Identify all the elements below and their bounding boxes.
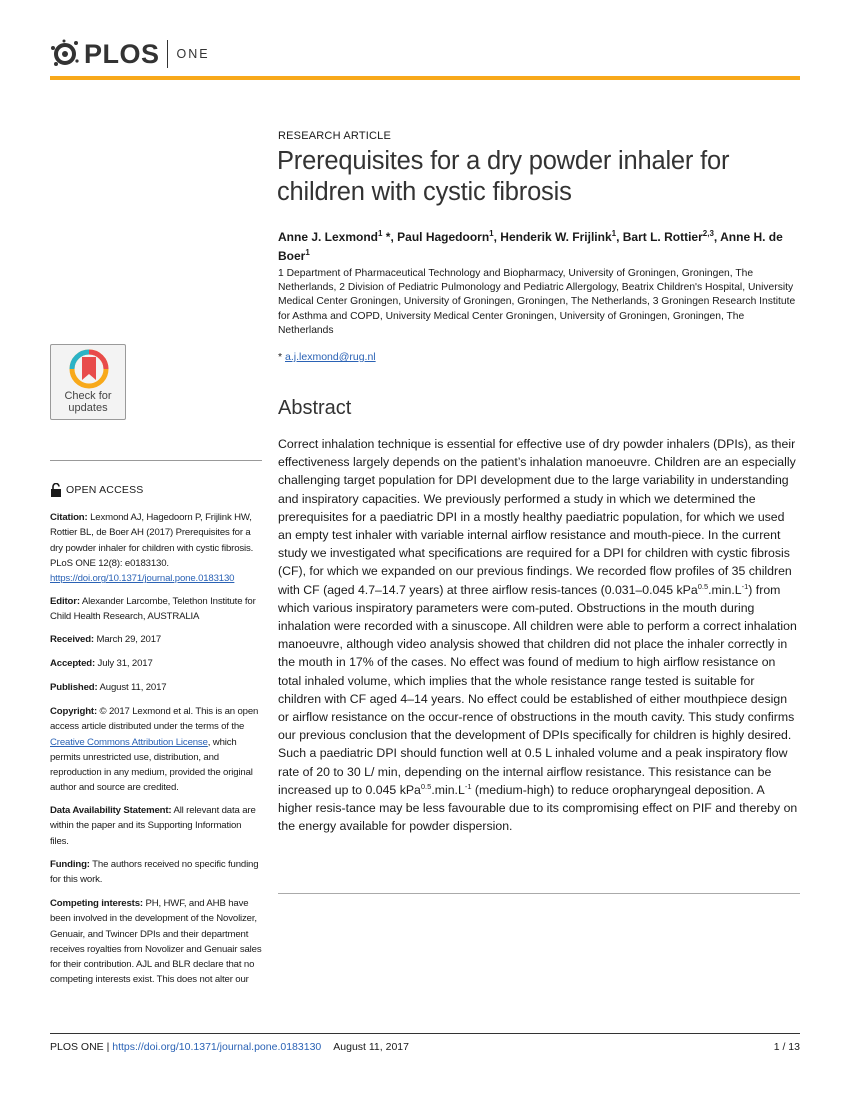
citation-label: Citation: — [50, 512, 88, 523]
corresponding-star: * — [278, 351, 283, 363]
copyright-block — [50, 704, 262, 796]
abstract-text: Correct inhalation technique is essential for effective use of dry powder inhalers (DPIs), as their effectiveness largely depends on the patient’s inhalation manoeuvre. Children are an especially challenging target population for DPI development due to the large variability in understanding and inspiratory capacities. We previously performed a study in which we determined the prerequisites for a paediatric DPI in a mostly healthy paediatric population, for which we used an empty test inhaler with variable internal airflow resistance and mouth-piece. In the current study we investigated what specifications are required for a DPI for children with cystic fibrosis (CF), for which we expanded on our previous findings. We recorded flow profiles of 35 children with CF (aged 4.7–14.7 years) at three airflow resis-tances (0.031–0.045 $kPa^{0.5}.\min.L^{-1}$) from which various inspiratory parameters were com-puted. Obstructions in the mouth during inhalation were recorded with a sinuscope. All children were able to perform a correct inhalation manoeuvre, although video analysis showed that children did not place the inhaler correctly in the mouth in 17% of the cases. No effect was found of medium to high airflow resistance on total inhaled volume, which implies that the whole resistance range tested is suitable for children with CF aged 4–14 years. No effect could be established of either mouthpiece design or airflow resistance on the occur-rence of obstructions in the mouth cavity. This study confirms our previous conclusion that the development of DPIs specifically for children is highly desired. Such a paediatric DPI should function well at 0.5 L inhaled volume and a peak inspiratory flow rate of 20 to 30 L/ min, depending on the internal airflow resistance. This resistance can be increased up to 0.045 $kPa^{0.5}.\min.L^{-1}$ (medium-high) to reduce oropharyngeal deposition. A higher resis-tance may be less favourable due to its compromising effect on PIF and thereby on the energy available for powder dispersion. — [278, 437, 798, 834]
received-label: Received: — [50, 634, 94, 645]
corresponding-author — [278, 351, 376, 363]
copyright-text: © 2017 Lexmond et al. This is an open access article distributed under the terms of the — [50, 706, 259, 733]
bookmark-ribbon-icon — [69, 349, 109, 389]
author-affiliation-marker: 1 — [489, 229, 494, 238]
competing-interests-block — [50, 896, 262, 988]
corresponding-email-link[interactable]: a.j.lexmond@rug.nl — [285, 351, 376, 363]
footer-date: August 11, 2017 — [333, 1041, 409, 1053]
author-list — [278, 226, 800, 264]
accepted-label: Accepted: — [50, 658, 96, 669]
author-name: , Bart L. Rottier — [616, 230, 703, 244]
data-availability-block — [50, 803, 262, 849]
funding-block — [50, 857, 262, 888]
citation-block — [50, 510, 262, 586]
page-footer — [50, 1041, 800, 1053]
data-availability-text: All relevant data are within the paper and its Supporting Information files. — [50, 805, 256, 847]
logo-text: PLOS — [84, 38, 160, 69]
affiliations: 1 Department of Pharmaceutical Technology and Biopharmacy, University of Groningen, Groningen, The Netherlands, 2 Division of Pediatric Pulmonology and Pediatric Allergology, Beatrix Children's Hospital, University Medical Center Groningen, University of Groningen, Groningen, The Netherlands, 3 Groningen Research Institute for Asthma and COPD, University Medical Center Groningen, University of Groningen, Groningen, The Netherlands — [278, 268, 796, 336]
accepted-block — [50, 656, 262, 671]
article-type: RESEARCH ARTICLE — [278, 130, 392, 142]
published-date: August 11, 2017 — [99, 682, 167, 693]
copyright-text: , which permits unrestricted use, distribution, and reproduction in any medium, provided the original author and source are credited. — [50, 736, 253, 794]
open-access-label: OPEN ACCESS — [50, 483, 143, 497]
footer-doi-link[interactable]: https://doi.org/10.1371/journal.pone.0183130 — [112, 1041, 322, 1053]
sidebar-divider — [50, 460, 262, 461]
editor-block — [50, 594, 262, 625]
competing-interests-text: PH, HWF, and AHB have been involved in the development of the Novolizer, Genuair, and Twincer DPIs and their department receives royalties from Novolizer and Genuair sales for their contribution. AJL and BLR declare that no competing interests exist. This does not alter our — [50, 898, 262, 986]
logo-divider — [167, 40, 168, 68]
article-title — [277, 146, 797, 208]
author-name: Anne J. Lexmond — [278, 230, 379, 244]
funding-label: Funding: — [50, 859, 90, 870]
citation-doi-link[interactable]: https://doi.org/10.1371/journal.pone.0183130 — [50, 573, 235, 585]
check-for-updates-label: Check for updates — [64, 390, 112, 414]
author-name: *, Paul Hagedoorn — [382, 230, 490, 244]
title-line: Prerequisites for a dry powder inhaler for — [277, 147, 730, 175]
journal-logo[interactable] — [50, 37, 210, 71]
received-block — [50, 632, 262, 647]
abstract-divider — [278, 893, 800, 894]
header-accent-rule — [50, 76, 800, 80]
footer-journal: PLOS ONE | — [50, 1041, 113, 1053]
received-date: March 29, 2017 — [96, 634, 162, 645]
author-affiliation-marker: 1 — [378, 229, 383, 238]
citation-text: Lexmond AJ, Hagedoorn P, Frijlink HW, Rottier BL, de Boer AH (2017) Prerequisites for a dry powder inhaler for children with cystic fibrosis. PLoS ONE 12(8): e0183130. — [50, 512, 254, 569]
author-name: , Henderik W. Frijlink — [493, 230, 612, 244]
editor-text: Alexander Larcombe, Telethon Institute for Child Health Research, AUSTRALIA — [50, 596, 256, 623]
data-availability-label: Data Availability Statement: — [50, 805, 172, 816]
accepted-date: July 31, 2017 — [97, 658, 153, 669]
author-name: , Anne H. de Boer — [278, 230, 783, 263]
competing-interests-label: Competing interests: — [50, 898, 143, 909]
published-label: Published: — [50, 682, 98, 693]
published-block — [50, 680, 262, 695]
author-affiliation-marker: 2,3 — [702, 229, 714, 238]
open-lock-icon — [50, 483, 62, 497]
author-affiliation-marker: 1 — [305, 248, 310, 257]
footer-rule — [50, 1033, 800, 1034]
title-line: children with cystic fibrosis — [277, 178, 572, 206]
page-number: 1 / 13 — [773, 1041, 800, 1053]
license-link[interactable]: Creative Commons Attribution License — [50, 736, 208, 748]
editor-label: Editor: — [50, 596, 80, 607]
check-for-updates-badge[interactable] — [50, 344, 126, 420]
abstract-heading: Abstract — [278, 397, 352, 419]
plos-logo-icon — [50, 39, 80, 69]
copyright-label: Copyright: — [50, 706, 97, 717]
logo-subtitle: ONE — [176, 47, 210, 61]
author-affiliation-marker: 1 — [611, 229, 617, 238]
funding-text: The authors received no specific funding for this work. — [50, 859, 259, 886]
